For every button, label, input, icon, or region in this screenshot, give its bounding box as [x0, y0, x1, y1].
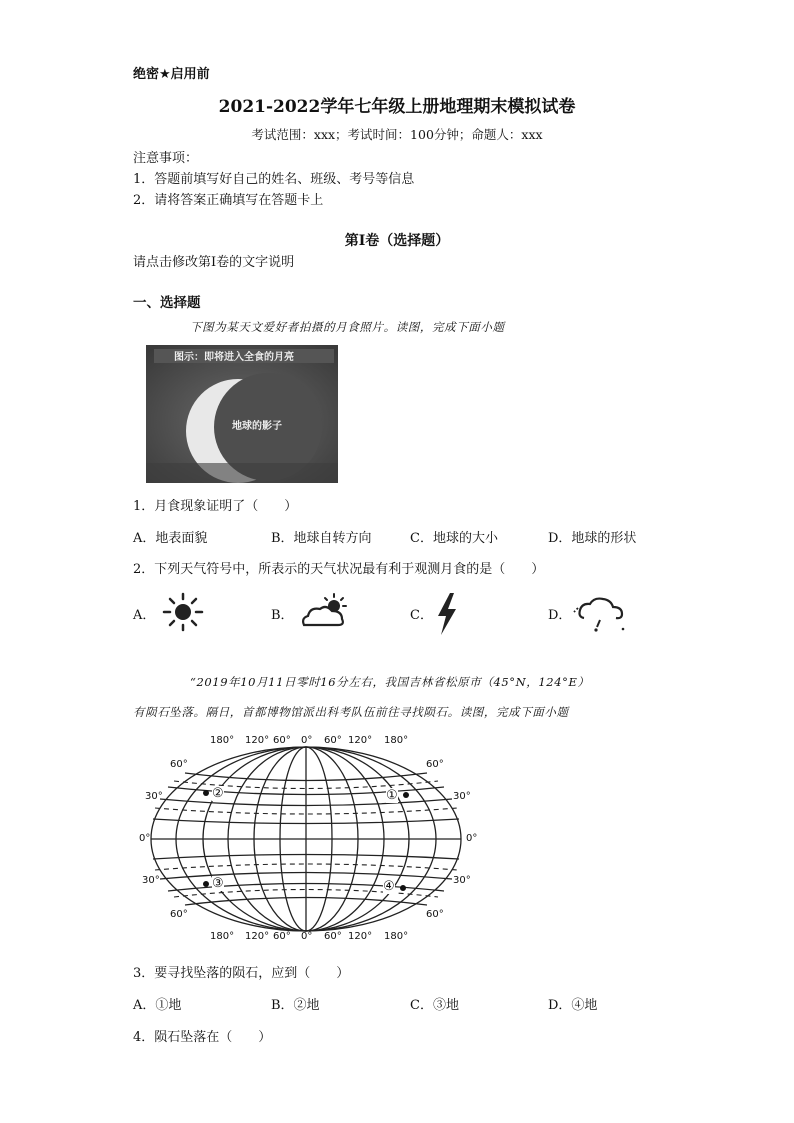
map-top-label-120e: 120°: [348, 735, 373, 746]
map-left-label-60s: 60°: [170, 909, 188, 920]
section-title: 第I卷（选择题）: [344, 233, 450, 249]
map-top-label-0: 0°: [301, 735, 313, 746]
lightning-icon: [432, 592, 462, 640]
map-left-label-30n: 30°: [145, 791, 163, 802]
map-left-label-30s: 30°: [142, 875, 160, 886]
q3-option-a[interactable]: A．①地: [133, 998, 182, 1013]
lunar-eclipse-photo: [146, 345, 338, 483]
q1-stem: 1．月食现象证明了（ ）: [133, 499, 298, 514]
group2-intro-line2: 有陨石坠落。隔日，首都博物馆派出科考队伍前往寻找陨石。读图，完成下面小题: [133, 705, 569, 719]
map-left-label-60n: 60°: [170, 759, 188, 770]
q1-option-d[interactable]: D．地球的形状: [548, 531, 637, 546]
map-left-label-0: 0°: [139, 833, 151, 844]
q2-option-a[interactable]: A．: [133, 608, 156, 623]
world-grid-map: [130, 732, 500, 946]
q4-stem: 4．陨石坠落在（ ）: [133, 1030, 272, 1045]
map-bottom-label-180e: 180°: [384, 931, 409, 942]
exam-info: 考试范围：xxx；考试时间：100分钟；命题人：xxx: [251, 127, 543, 142]
q2-option-d[interactable]: D．: [548, 608, 572, 623]
q1-option-b[interactable]: B．地球自转方向: [271, 531, 372, 546]
note-item-1: 1．答题前填写好自己的姓名、班级、考号等信息: [133, 172, 415, 187]
map-marker-3: ③: [212, 876, 224, 891]
map-top-label-60e: 60°: [324, 735, 342, 746]
map-right-label-30s: 30°: [453, 875, 471, 886]
rain-cloud-icon: [572, 594, 628, 638]
q1-option-c[interactable]: C．地球的大小: [410, 531, 498, 546]
map-marker-2: ②: [212, 786, 224, 801]
q2-option-c[interactable]: C．: [410, 608, 433, 623]
group1-intro: 下图为某天文爱好者拍摄的月食照片。读图，完成下面小题: [190, 320, 505, 334]
map-bottom-label-120e: 120°: [348, 931, 373, 942]
photo-caption-mid: 地球的影子: [232, 421, 282, 432]
q2-option-b[interactable]: B．: [271, 608, 294, 623]
partly-cloudy-icon: [298, 592, 350, 636]
map-top-label-120w: 120°: [245, 735, 270, 746]
photo-caption-top: 图示：即将进入全食的月亮: [174, 352, 294, 363]
map-top-label-180e: 180°: [384, 735, 409, 746]
notes-heading: 注意事项：: [133, 151, 199, 166]
group2-intro-line1: “2019年10月11日零时16分左右，我国吉林省松原市（45°N，124°E）: [190, 675, 590, 689]
map-marker-4: ④: [383, 879, 395, 894]
q3-option-b[interactable]: B．②地: [271, 998, 320, 1013]
map-bottom-label-120w: 120°: [245, 931, 270, 942]
q3-option-c[interactable]: C．③地: [410, 998, 459, 1013]
q1-option-a[interactable]: A．地表面貌: [133, 531, 208, 546]
map-bottom-label-0: 0°: [301, 931, 313, 942]
map-bottom-label-60e: 60°: [324, 931, 342, 942]
map-right-label-30n: 30°: [453, 791, 471, 802]
exam-title: 2021-2022学年七年级上册地理期末模拟试卷: [218, 97, 576, 117]
map-bottom-label-60w: 60°: [273, 931, 291, 942]
part-heading: 一、选择题: [133, 295, 201, 311]
map-bottom-label-180w: 180°: [210, 931, 235, 942]
secret-label: 绝密★启用前: [133, 67, 210, 82]
sun-icon: [160, 592, 206, 636]
q2-stem: 2．下列天气符号中，所表示的天气状况最有利于观测月食的是（ ）: [133, 562, 545, 577]
note-item-2: 2．请将答案正确填写在答题卡上: [133, 193, 324, 208]
section-desc: 请点击修改第I卷的文字说明: [133, 255, 295, 270]
q3-option-d[interactable]: D．④地: [548, 998, 598, 1013]
map-top-label-180w: 180°: [210, 735, 235, 746]
map-right-label-60n: 60°: [426, 759, 444, 770]
q3-stem: 3．要寻找坠落的陨石，应到（ ）: [133, 966, 350, 981]
map-marker-1: ①: [386, 788, 398, 803]
map-top-label-60w: 60°: [273, 735, 291, 746]
map-right-label-60s: 60°: [426, 909, 444, 920]
map-right-label-0: 0°: [466, 833, 478, 844]
